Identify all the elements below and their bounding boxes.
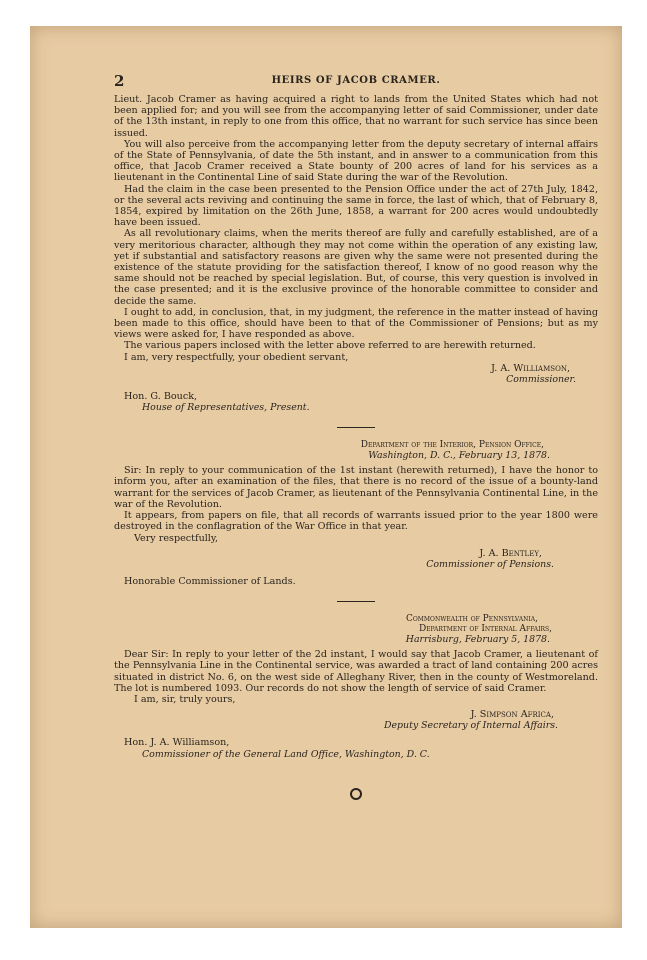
dateline-place-date: Harrisburg, February 5, 1878. — [405, 634, 550, 646]
letter-body: Dear Sir: In reply to your letter of the 2d instant, I would say that Jacob Cramer, a lieutenant of the Pennsylvania Line in the Continental service, was awarded a tract of land containing 200 acres situated in district No. 6, on the west side of Alleghany River, then in the county of Westmoreland. The lot is numbered 1093. Our records do not show the length of service of said Cramer. — [114, 649, 598, 694]
paragraph: As all revolutionary claims, when the merits thereof are fully and carefully established, are of a very meritorious character, although they may not come within the operation of any existing law, yet if substantial and satisfactory reasons are given why the same were not presented during the existence of the statute providing for the satisfaction thereof, I know of no good reason why the same should not be reached by special legislation. But, of course, this very question is involved in the case presented; and it is the exclusive province of the honorable committee to consider and decide the same. — [114, 228, 598, 307]
running-header — [114, 72, 598, 94]
letter-bentley — [114, 440, 598, 587]
dateline: Department of Internal Affairs, — [418, 624, 552, 635]
closing-line: I am, sir, truly yours, — [134, 693, 236, 705]
signer-title: Commissioner. — [506, 374, 576, 386]
letter-williamson — [114, 94, 598, 413]
signer-title: Commissioner of Pensions. — [426, 558, 554, 570]
page-number: 2 — [114, 72, 125, 90]
paragraph: Had the claim in the case been presented to the Pension Office under the act of 27th July, 1842, or the several acts reviving and continuing the same in force, the last of which, that of February 8, 1854, expired by limitation on the 26th June, 1858, a warrant for 200 acres would undoubtedly have been issued. — [114, 183, 598, 229]
document-page — [30, 26, 622, 928]
running-title: HEIRS OF JACOB CRAMER. — [271, 75, 441, 86]
signer-name: J. A. Williamson, — [491, 362, 570, 374]
letter-body: Sir: In reply to your communication of the 1st instant (herewith returned), I have the honor to inform you, after an examination of the files, that there is no record of the issue of a bounty-land warrant for the services of Jacob Cramer, as lieutenant of the Pennsylvania Continental Line, in the war of the Revolution. — [114, 465, 598, 510]
addressee-sub: House of Representatives, Present. — [142, 402, 310, 414]
letter-body: It appears, from papers on file, that all records of warrants issued prior to the year 1800 were destroyed in the conflagration of the War Office in that year. — [114, 510, 598, 533]
paragraph: Lieut. Jacob Cramer as having acquired a right to lands from the United States which had not been applied for; and you will see from the accompanying letter of said Commissioner, under date of the 13th instant, in reply to one from this office, that no warrant for such service has since been issued. — [114, 94, 598, 139]
paragraph: You will also perceive from the accompanying letter from the deputy secretary of internal affairs of the State of Pennsylvania, of date the 5th instant, and in answer to a communication from this office, that Jacob Cramer received a State bounty of 200 acres of land for his services as a lieutenant in the Continental Line of said State during the war of the Revolution. — [114, 138, 598, 184]
signer-name: J. A. Bentley, — [479, 547, 542, 559]
letter-africa — [114, 614, 598, 759]
dateline-place-date: Washington, D. C., February 13, 1878. — [368, 450, 550, 462]
dateline: Department of the Interior, Pension Office, — [360, 440, 544, 451]
addressee: Hon. G. Bouck, — [124, 391, 198, 403]
paragraph: The various papers inclosed with the letter above referred to are herewith returned. — [124, 340, 536, 352]
addressee-sub: Commissioner of the General Land Office, Washington, D. C. — [142, 748, 430, 760]
closing-line: Very respectfully, — [134, 532, 219, 544]
ornament-circle-icon — [350, 788, 362, 800]
page-content — [114, 72, 598, 800]
addressee: Honorable Commissioner of Lands. — [124, 575, 296, 587]
paragraph: I ought to add, in conclusion, that, in my judgment, the reference in the matter instead of having been made to this office, should have been to that of the Commissioner of Pensions; but as my views were asked for, I have responded as above. — [114, 306, 598, 341]
closing-line: I am, very respectfully, your obedient servant, — [124, 351, 349, 363]
addressee: Hon. J. A. Williamson, — [124, 737, 230, 749]
signer-title: Deputy Secretary of Internal Affairs. — [383, 720, 558, 732]
dateline: Commonwealth of Pennsylvania, — [405, 614, 538, 625]
signer-name: J. Simpson Africa, — [470, 709, 554, 721]
